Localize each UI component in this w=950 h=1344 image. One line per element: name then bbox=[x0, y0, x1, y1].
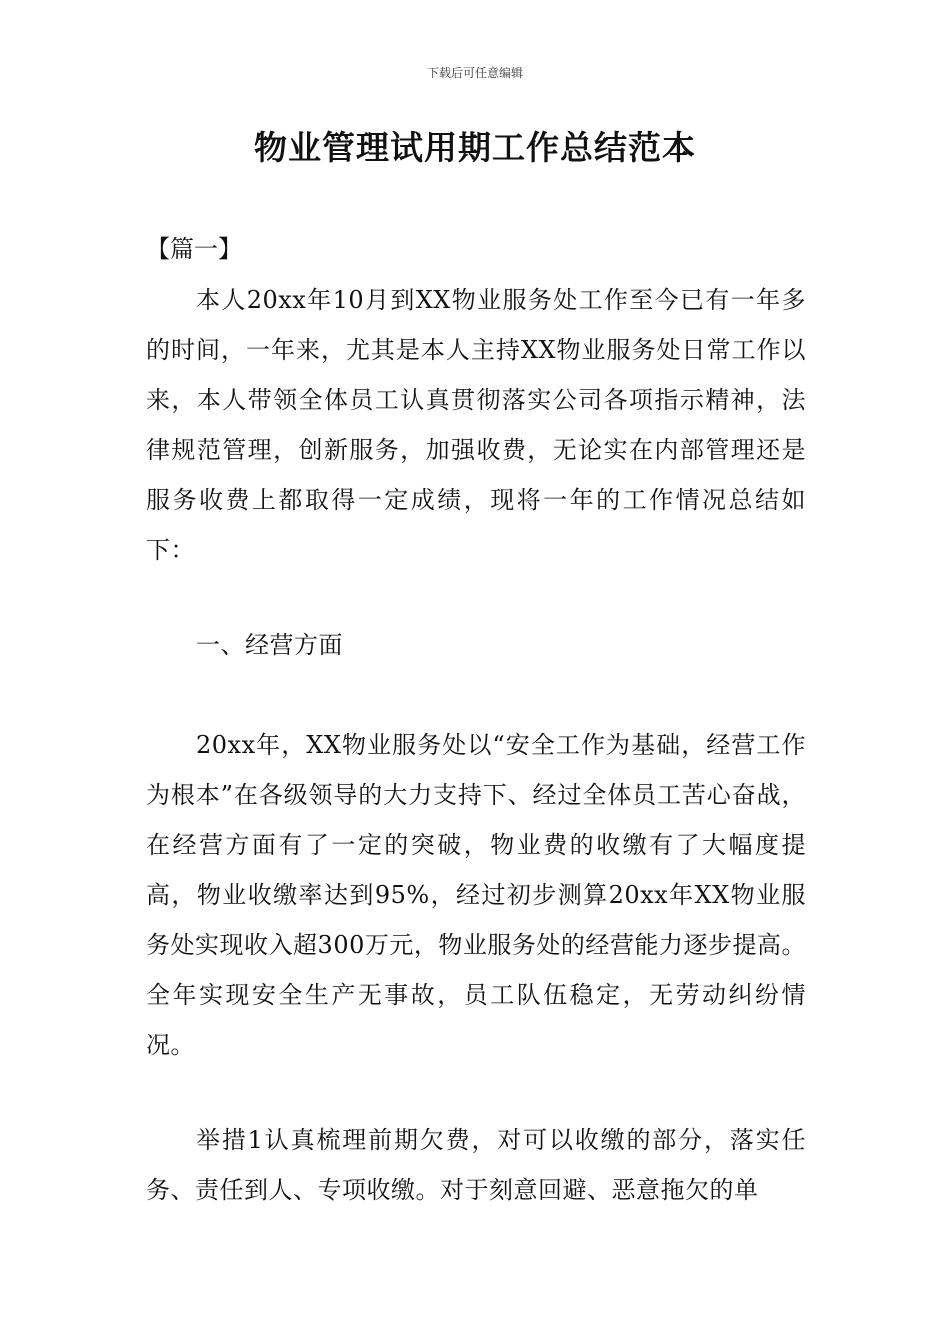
section-label: 【篇一】 bbox=[146, 235, 242, 263]
header-note: 下载后可任意编辑 bbox=[426, 66, 523, 80]
page-title: 物业管理试用期工作总结范本 bbox=[254, 128, 696, 167]
body-paragraph: 举措1认真梳理前期欠费，对可以收缴的部分，落实任务、责任到人、专项收缴。对于刻意回避、恶意拖欠的单 bbox=[146, 1126, 806, 1204]
section-heading: 一、经营方面 bbox=[196, 631, 343, 659]
body-paragraph: 本人20xx年10月到XX物业服务处工作至今已有一年多的时间，一年来，尤其是本人主持XX物业服务处日常工作以来，本人带领全体员工认真贯彻落实公司各项指示精神，法律规范管理，创新服务，加强收费，无论实在内部管理还是服务收费上都取得一定成绩，现将一年的工作情况总结如下： bbox=[146, 286, 806, 564]
body-paragraph: 20xx年，XX物业服务处以“安全工作为基础，经营工作为根本”在各级领导的大力支持下、经过全体员工苦心奋战，在经营方面有了一定的突破，物业费的收缴有了大幅度提高，物业收缴率达到95%，经过初步测算20xx年XX物业服务处实现收入超300万元，物业服务处的经营能力逐步提高。全年实现安全生产无事故，员工队伍稳定，无劳动纠纷情况。 bbox=[146, 731, 806, 1059]
